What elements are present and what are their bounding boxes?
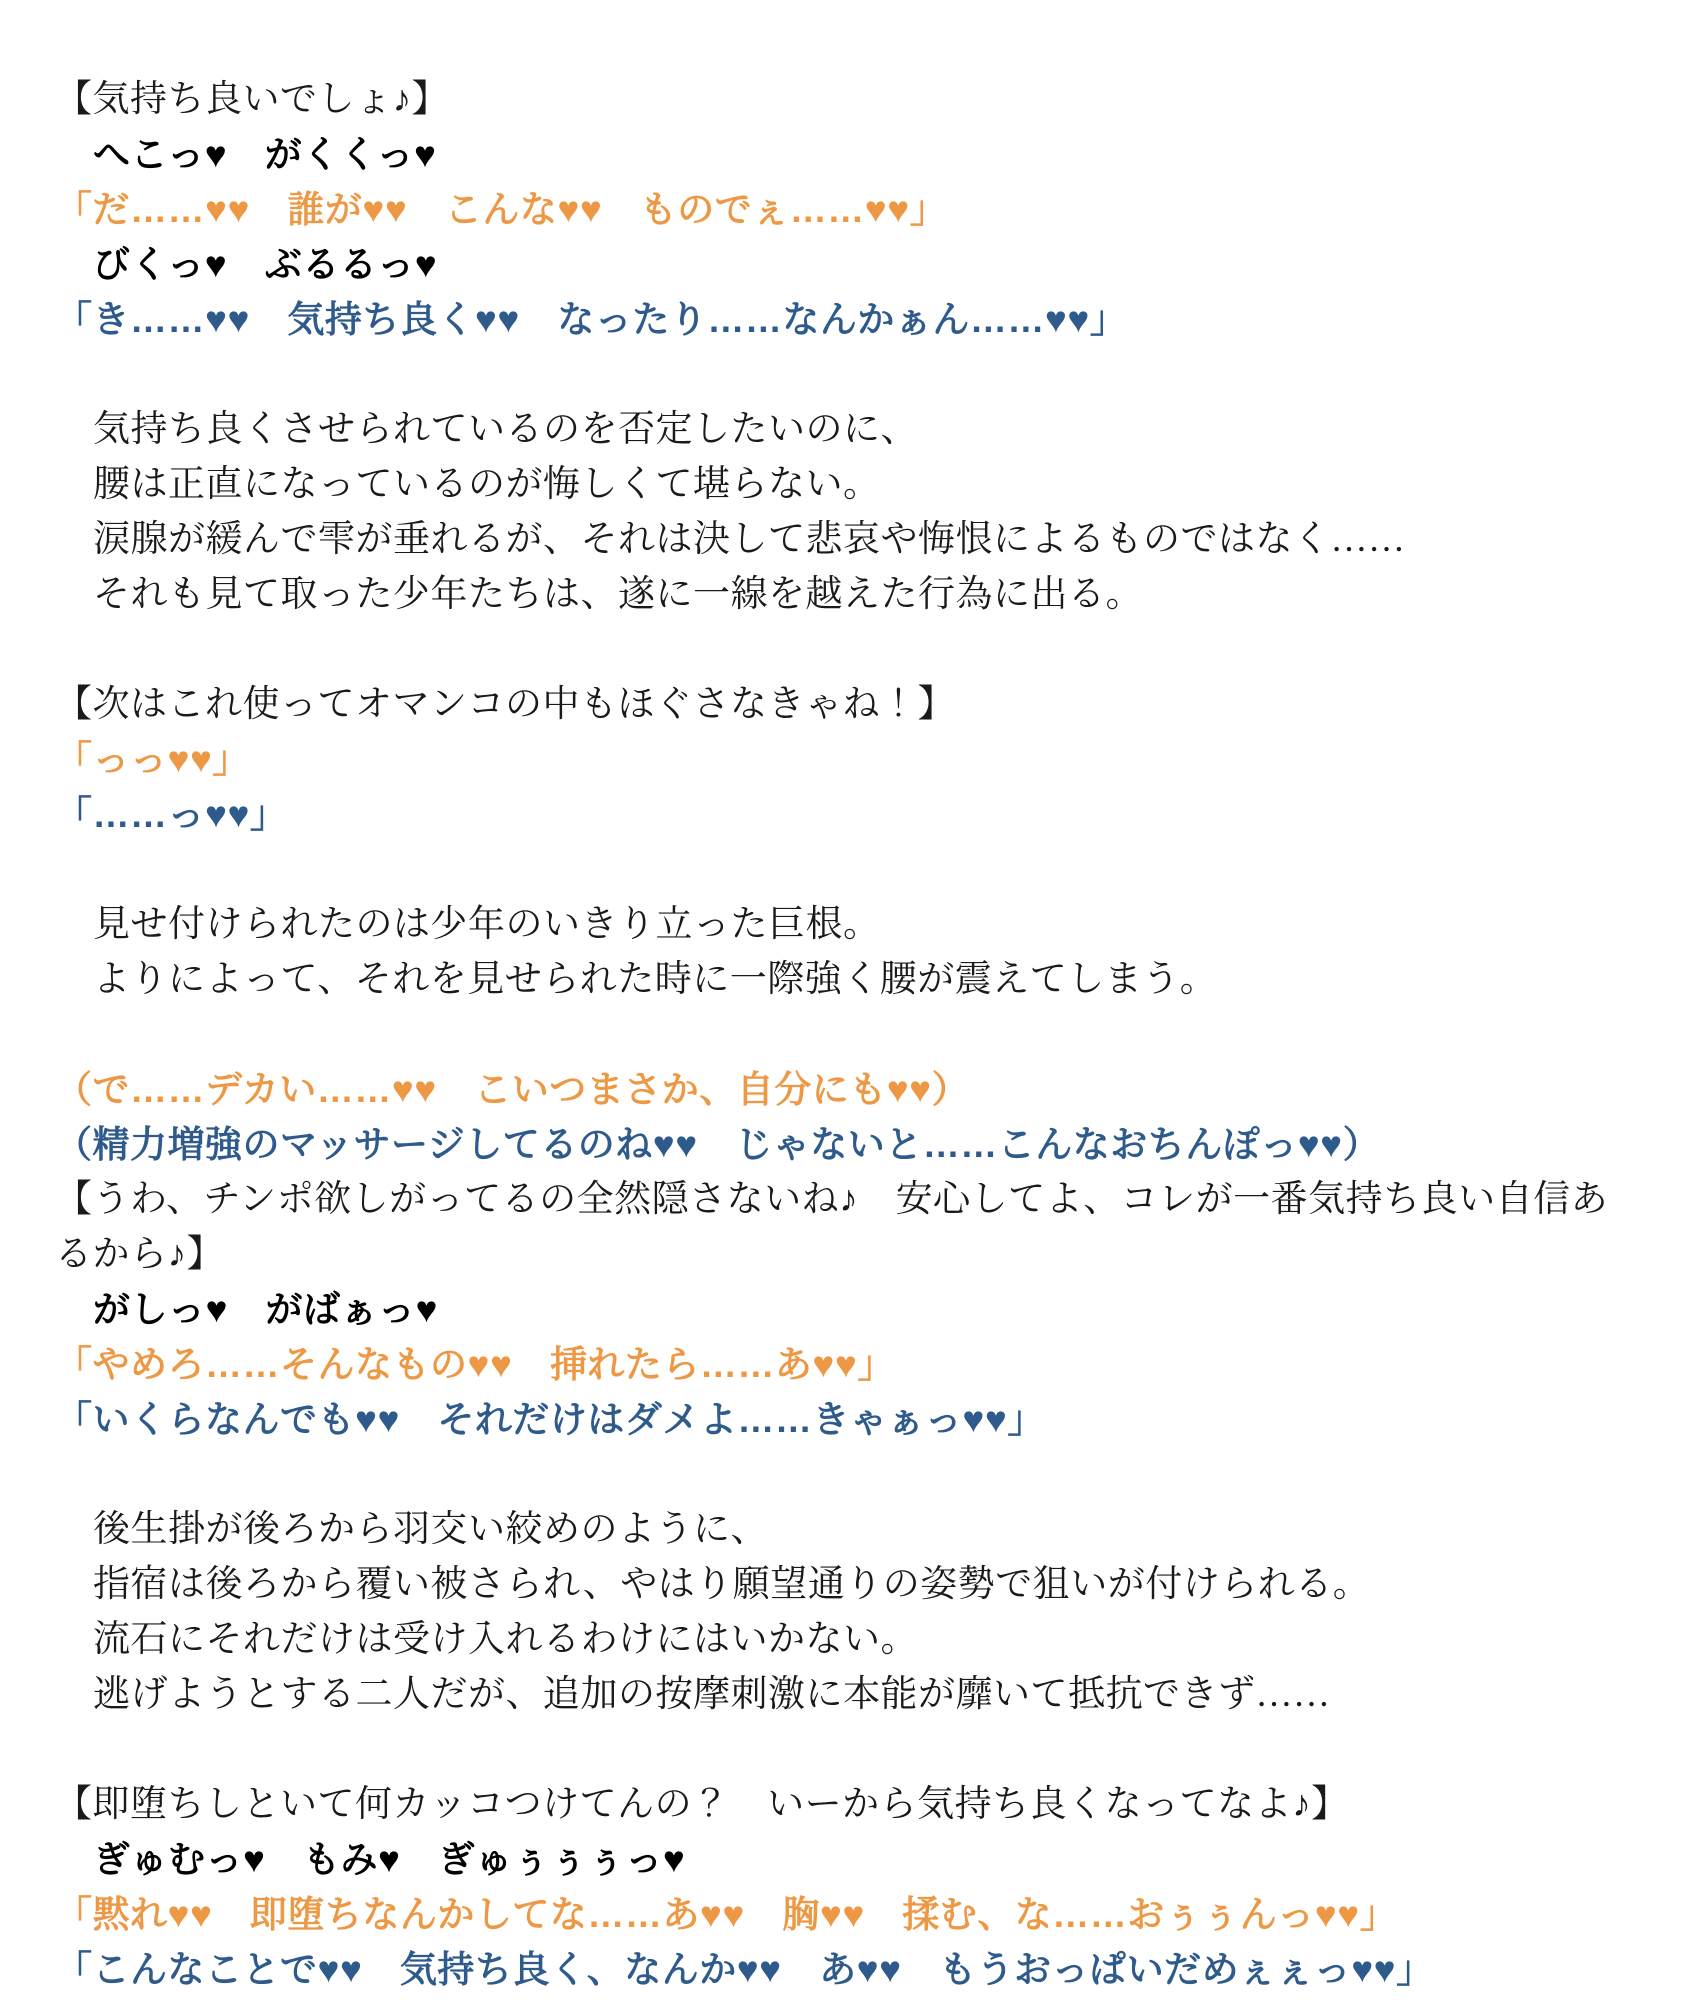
line-text: 「黙れ♥♥ 即堕ちなんかしてな……あ♥♥ 胸♥♥ 揉む、な……おぅぅんっ♥♥」 bbox=[55, 1894, 1398, 1935]
text-line bbox=[55, 402, 1640, 457]
line-text: 「だ……♥♥ 誰が♥♥ こんな♥♥ ものでぇ……♥♥」 bbox=[55, 189, 948, 230]
text-line bbox=[55, 787, 1640, 842]
text-line bbox=[55, 897, 1640, 952]
text-line bbox=[55, 1942, 1640, 1997]
text-line bbox=[55, 512, 1640, 567]
text-line bbox=[55, 1557, 1640, 1612]
line-text: （で……デカい……♥♥ こいつまさか、自分にも♥♥） bbox=[55, 1069, 970, 1110]
text-line bbox=[55, 1337, 1640, 1392]
line-text: 「こんなことで♥♥ 気持ち良く、なんか♥♥ あ♥♥ もうおっぱいだめぇぇっ♥♥」 bbox=[55, 1949, 1434, 1990]
line-text: 逃げようとする二人だが、追加の按摩刺激に本能が靡いて抵抗できず…… bbox=[93, 1674, 1331, 1715]
line-text: （精力増強のマッサージしてるのね♥♥ じゃないと……こんなおちんぽっ♥♥） bbox=[55, 1124, 1381, 1165]
line-text: 「やめろ……そんなもの♥♥ 挿れたら……あ♥♥」 bbox=[55, 1344, 895, 1385]
line-text: 流石にそれだけは受け入れるわけにはいかない。 bbox=[93, 1619, 918, 1660]
line-text: 「……っ♥♥」 bbox=[55, 794, 288, 835]
line-text: それも見て取った少年たちは、遂に一線を越えた行為に出る。 bbox=[93, 574, 1143, 615]
text-line bbox=[55, 237, 1640, 292]
line-text: 腰は正直になっているのが悔しくて堪らない。 bbox=[93, 464, 881, 505]
text-line bbox=[55, 127, 1640, 182]
text-line bbox=[55, 182, 1640, 237]
line-text: 「っっ♥♥」 bbox=[55, 739, 250, 780]
text-line bbox=[55, 1062, 1640, 1117]
line-text: 「き……♥♥ 気持ち良く♥♥ なったり……なんかぁん……♥♥」 bbox=[55, 299, 1128, 340]
line-text: よりによって、それを見せられた時に一際強く腰が震えてしまう。 bbox=[93, 959, 1218, 1000]
text-line bbox=[55, 952, 1640, 1007]
text-line bbox=[55, 677, 1640, 732]
line-text: へこっ♥ がくくっ♥ bbox=[93, 134, 437, 175]
line-text: 【即堕ちしといて何カッコつけてんの？ いーから気持ち良くなってなよ♪】 bbox=[55, 1784, 1349, 1825]
text-line bbox=[55, 1392, 1640, 1447]
text-line bbox=[55, 1667, 1640, 1722]
text-line bbox=[55, 1117, 1640, 1172]
text-body bbox=[55, 72, 1640, 1997]
line-text: 見せ付けられたのは少年のいきり立った巨根。 bbox=[93, 904, 881, 945]
text-line bbox=[55, 457, 1640, 512]
text-line bbox=[55, 1777, 1640, 1832]
text-line bbox=[55, 1172, 1640, 1282]
line-text: 指宿は後ろから覆い被さられ、やはり願望通りの姿勢で狙いが付けられる。 bbox=[93, 1564, 1371, 1605]
text-line bbox=[55, 1612, 1640, 1667]
line-text: 気持ち良くさせられているのを否定したいのに、 bbox=[93, 409, 918, 450]
text-line bbox=[55, 1282, 1640, 1337]
line-text: がしっ♥ がばぁっ♥ bbox=[93, 1289, 438, 1330]
line-text: 「いくらなんでも♥♥ それだけはダメよ……きゃぁっ♥♥」 bbox=[55, 1399, 1045, 1440]
text-line bbox=[55, 1887, 1640, 1942]
line-text: 【うわ、チンポ欲しがってるの全然隠さないね♪ 安心してよ、コレが一番気持ち良い自信あるから♪】 bbox=[55, 1179, 1609, 1275]
text-line bbox=[55, 292, 1640, 347]
line-text: 涙腺が緩んで雫が垂れるが、それは決して悲哀や悔恨によるものではなく…… bbox=[93, 519, 1406, 560]
text-line bbox=[55, 1832, 1640, 1887]
line-text: 【次はこれ使ってオマンコの中もほぐさなきゃね！】 bbox=[55, 684, 955, 725]
text-line bbox=[55, 1502, 1640, 1557]
line-text: 【気持ち良いでしょ♪】 bbox=[55, 79, 449, 120]
line-text: ぎゅむっ♥ もみ♥ ぎゅぅぅぅっ♥ bbox=[93, 1839, 686, 1880]
text-line bbox=[55, 72, 1640, 127]
line-text: びくっ♥ ぶるるっ♥ bbox=[93, 244, 438, 285]
text-line bbox=[55, 567, 1640, 622]
line-text: 後生掛が後ろから羽交い絞めのように、 bbox=[93, 1509, 768, 1550]
text-line bbox=[55, 732, 1640, 787]
